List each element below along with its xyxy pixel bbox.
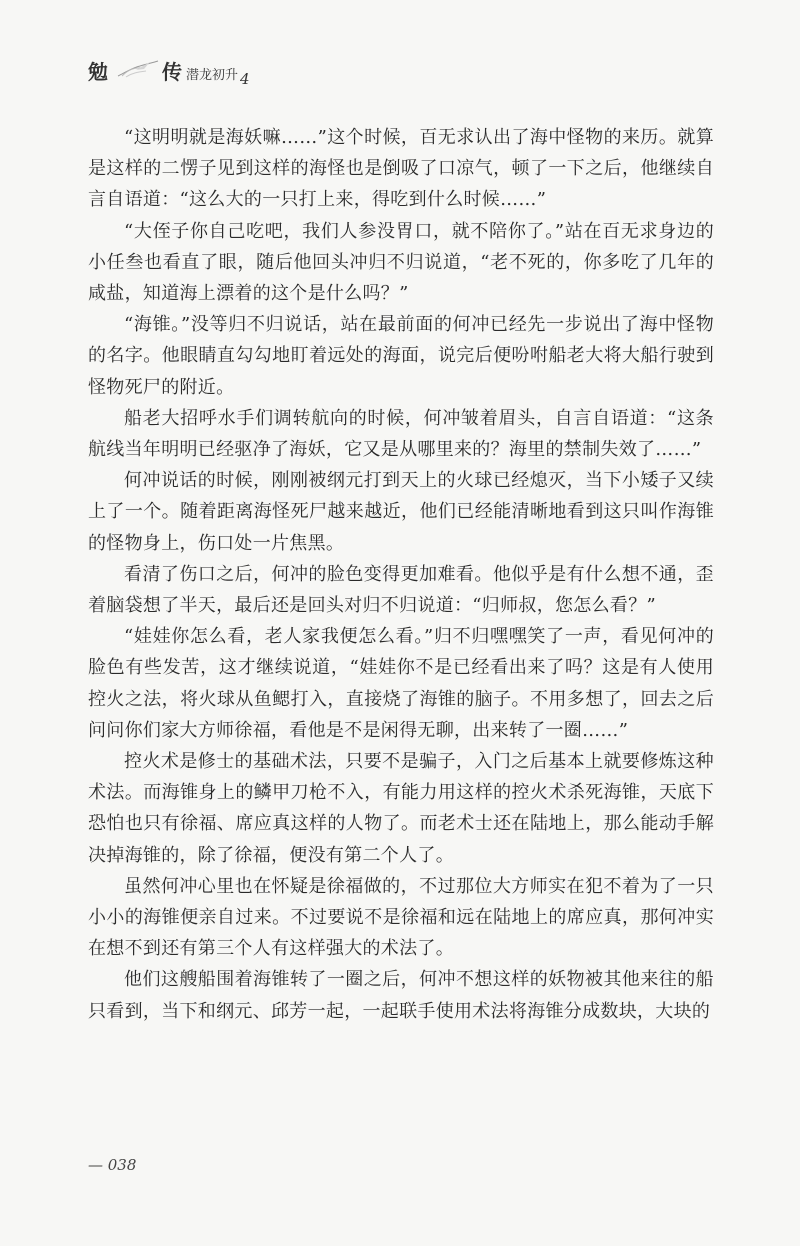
paragraph: “大侄子你自己吃吧，我们人参没胃口，就不陪你了。”站在百无求身边的小任叁也看直了眼，随后他回头冲归不归说道，“老不死的，你多吃了几年的咸盐，知道海上漂着的这个是什么吗？” xyxy=(88,220,714,305)
paragraph: “海锥。”没等归不归说话，站在最前面的何冲已经先一步说出了海中怪物的名字。他眼睛直勾勾地盯着远处的海面，说完后便吩咐船老大将大船行驶到怪物死尸的附近。 xyxy=(88,314,714,398)
header-subtitle: 潜龙初升 xyxy=(186,68,239,83)
header-volume-number: 4 xyxy=(240,70,250,88)
running-header xyxy=(88,50,288,90)
paragraph: 虽然何冲心里也在怀疑是徐福做的，不过那位大方师实在犯不着为了一只小小的海锥便亲自过来。不过要说不是徐福和远在陆地上的席应真，那何冲实在想不到还有第三个人有这样强大的术法了。 xyxy=(88,875,714,960)
bird-ornament-icon xyxy=(116,58,160,80)
header-title-char-2: 传 xyxy=(162,60,182,84)
header-title-char-1: 勉 xyxy=(88,60,108,84)
paragraph: “这明明就是海妖嘛……”这个时候，百无求认出了海中怪物的来历。就算是这样的二愣子见到这样的海怪也是倒吸了口凉气，顿了一下之后，他继续自言自语道：“这么大的一只打上来，得吃到什么时候……” xyxy=(88,127,714,211)
paragraph: 他们这艘船围着海锥转了一圈之后，何冲不想这样的妖物被其他来往的船只看到，当下和纲元、邱芳一起，一起联手使用术法将海锥分成数块，大块的 xyxy=(88,969,714,1022)
body-text xyxy=(88,122,714,1027)
paragraph: 看清了伤口之后，何冲的脸色变得更加难看。他似乎是有什么想不通，歪着脑袋想了半天，最后还是回头对归不归说道：“归师叔，您怎么看？” xyxy=(88,563,714,617)
paragraph: “娃娃你怎么看，老人家我便怎么看。”归不归嘿嘿笑了一声，看见何冲的脸色有些发苦，这才继续说道，“娃娃你不是已经看出来了吗？这是有人使用控火之法，将火球从鱼鳃打入，直接烧了海锥的脑子。不用多想了，回去之后问问你们家大方师徐福，看他是不是闲得无聊，出来转了一圈……” xyxy=(88,626,714,741)
paragraph: 何冲说话的时候，刚刚被纲元打到天上的火球已经熄灭，当下小矮子又续上了一个。随着距离海怪死尸越来越近，他们已经能清晰地看到这只叫作海锥的怪物身上，伤口处一片焦黑。 xyxy=(88,470,714,554)
page-number: — 038 xyxy=(88,1156,137,1174)
paragraph: 控火术是修士的基础术法，只要不是骗子，入门之后基本上就要修炼这种术法。而海锥身上的鳞甲刀枪不入，有能力用这样的控火术杀死海锥，天底下恐怕也只有徐福、席应真这样的人物了。而老术士还在陆地上，那么能动手解决掉海锥的，除了徐福，便没有第二个人了。 xyxy=(88,751,714,866)
paragraph: 船老大招呼水手们调转航向的时候，何冲皱着眉头，自言自语道：“这条航线当年明明已经驱净了海妖，它又是从哪里来的？海里的禁制失效了……” xyxy=(88,407,714,461)
